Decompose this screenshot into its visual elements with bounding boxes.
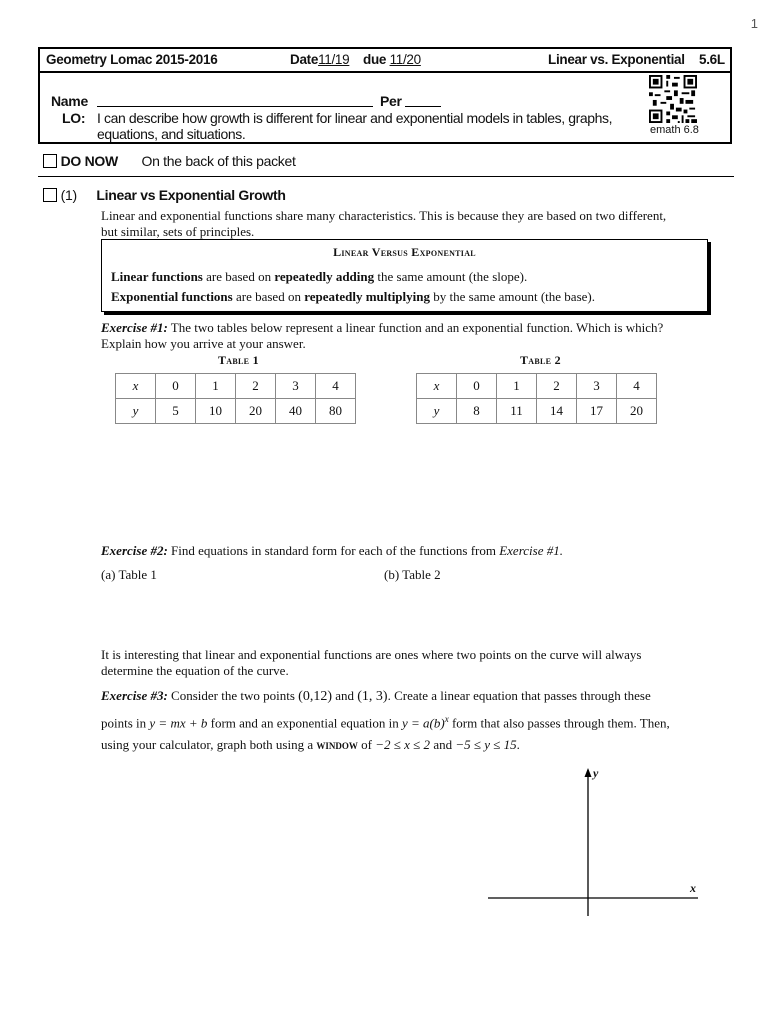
per-line[interactable] [405,106,441,107]
page-number: 1 [750,16,758,31]
table-1-y-row: y 5 10 20 40 80 [116,399,356,424]
exercise-3-line-3: using your calculator, graph both using a window of −2 ≤ x ≤ 2 and −5 ≤ y ≤ 15. [101,737,520,752]
interest-note: It is interesting that linear and exponential functions are ones where two points on the curve will always determine the equation of the curve. [101,647,642,678]
do-now-text: On the back of this packet [141,153,296,169]
table-2-x-row: x 0 1 2 3 4 [417,374,657,399]
exercise-3-line-2: points in y = mx + b form and an exponential equation in $y = a(b)^x$ form that also passes through them. Then, [101,714,670,731]
table-2 [416,373,657,424]
linear-definition: Linear functions are based on repeatedly adding the same amount (the slope). [111,269,528,284]
emath-ref: emath 6.8 [650,124,699,136]
lo-label: LO: [62,110,86,126]
date-field: Date11/19 [290,52,350,67]
do-now-label: DO NOW [60,153,118,169]
name-line[interactable] [97,106,373,107]
due-field: due 11/20 [363,52,421,67]
section-1-checkbox[interactable] [43,188,57,202]
section-1-intro: Linear and exponential functions share many characteristics. This is because they are based on two different, but similar, sets of principles. [101,208,667,239]
do-now-checkbox[interactable] [43,154,57,168]
header-bar [40,49,730,73]
lesson-title: Linear vs. Exponential [548,52,685,67]
definition-box-title: Linear Versus Exponential [333,245,476,259]
table-2-y-row: y 8 11 14 17 20 [417,399,657,424]
section-1-title: Linear vs Exponential Growth [96,187,286,203]
name-label: Name [51,93,88,109]
lo-line-2: equations, and situations. [97,126,246,142]
exercise-3-line-1: Exercise #3: Consider the two points (0,12) and (1, 3). Create a linear equation that passes through these [101,688,651,704]
coordinate-axes [486,764,706,924]
divider [38,176,734,177]
exponential-definition: Exponential functions are based on repeatedly multiplying by the same amount (the base). [111,289,595,304]
table-1-x-row: x 0 1 2 3 4 [116,374,356,399]
header-box [38,47,732,144]
section-1-number: (1) [60,187,77,203]
do-now-row [43,153,296,169]
qr-code-icon[interactable] [649,75,697,123]
course-title: Geometry Lomac 2015-2016 [46,52,218,67]
table-1 [115,373,356,424]
exercise-2-prompt: Exercise #2: Find equations in standard form for each of the functions from Exercise #1. [101,543,563,558]
y-axis-arrow [585,768,592,777]
section-1-heading [43,187,286,203]
table-1-title: Table 1 [218,353,259,367]
x-axis-label: x [690,881,696,895]
per-label: Per [380,93,402,109]
exercise-1-prompt: Exercise #1: The two tables below represent a linear function and an exponential function. Which is which? Explain how you arrive at your answer. [101,320,664,351]
lo-line-1: I can describe how growth is different for linear and exponential models in tables, graphs, [97,110,613,126]
y-axis-label: y [593,766,599,780]
exercise-2-part-a: (a) Table 1 [101,567,157,582]
exercise-2-part-b: (b) Table 2 [384,567,441,582]
definition-box [101,239,708,312]
lesson-code: 5.6L [699,52,725,67]
table-2-title: Table 2 [520,353,561,367]
